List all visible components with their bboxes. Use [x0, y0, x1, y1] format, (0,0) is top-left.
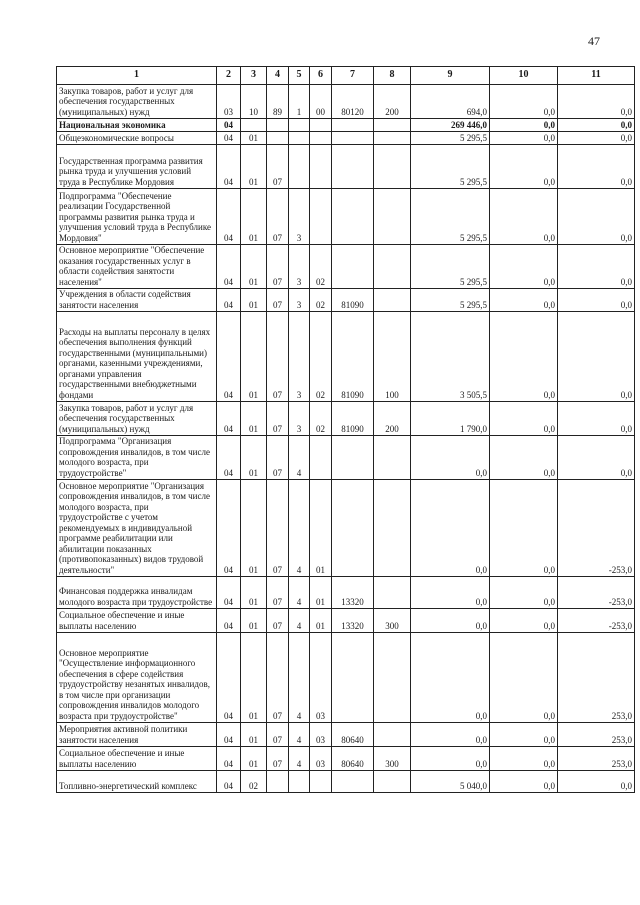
cell-change-2: -253,0 — [558, 577, 635, 609]
cell-name: Общеэкономические вопросы — [57, 132, 217, 145]
cell-name: Мероприятия активной политики занятости населения — [57, 723, 217, 747]
cell-amount: 5 295,5 — [411, 245, 490, 289]
cell-direction: 81090 — [332, 289, 374, 312]
cell-amount: 694,0 — [411, 85, 490, 119]
cell-change-2: 0,0 — [558, 245, 635, 289]
cell-expense-type — [374, 633, 411, 723]
header-cell: 10 — [490, 67, 558, 85]
cell-program: 07 — [267, 402, 289, 436]
header-cell: 6 — [310, 67, 332, 85]
cell-direction — [332, 436, 374, 480]
cell-expense-type — [374, 480, 411, 577]
cell-name: Основное мероприятие "Обеспечение оказания государственных услуг в области содействия занятости населения" — [57, 245, 217, 289]
cell-expense-type — [374, 771, 411, 793]
cell-change-2: -253,0 — [558, 609, 635, 633]
cell-direction — [332, 633, 374, 723]
cell-section: 03 — [217, 85, 241, 119]
cell-amount: 0,0 — [411, 633, 490, 723]
cell-measure: 03 — [310, 747, 332, 771]
cell-amount: 5 040,0 — [411, 771, 490, 793]
cell-change-2: 0,0 — [558, 771, 635, 793]
cell-direction — [332, 771, 374, 793]
table-row — [57, 119, 635, 132]
cell-name: Основное мероприятие "Осуществление информационного обеспечения в сфере содействия трудоустройству незанятых инвалидов, в том числе при организации сопровождения инвалидов молодого возраста при трудоустройстве" — [57, 633, 217, 723]
cell-change-2: 253,0 — [558, 633, 635, 723]
cell-subprogram: 3 — [289, 402, 310, 436]
cell-subsection: 01 — [241, 577, 267, 609]
header-cell: 7 — [332, 67, 374, 85]
cell-subsection: 01 — [241, 245, 267, 289]
cell-program: 07 — [267, 723, 289, 747]
cell-program: 07 — [267, 245, 289, 289]
cell-expense-type: 300 — [374, 747, 411, 771]
cell-section: 04 — [217, 633, 241, 723]
cell-section: 04 — [217, 145, 241, 189]
cell-expense-type: 200 — [374, 85, 411, 119]
cell-measure — [310, 436, 332, 480]
cell-section: 04 — [217, 480, 241, 577]
cell-change-1: 0,0 — [490, 723, 558, 747]
cell-measure: 01 — [310, 577, 332, 609]
header-cell: 8 — [374, 67, 411, 85]
cell-subsection: 01 — [241, 436, 267, 480]
cell-measure: 02 — [310, 312, 332, 402]
table-row — [57, 189, 635, 245]
cell-section: 04 — [217, 119, 241, 132]
cell-name: Финансовая поддержка инвалидам молодого возраста при трудоустройстве — [57, 577, 217, 609]
cell-change-1: 0,0 — [490, 189, 558, 245]
cell-subprogram — [289, 771, 310, 793]
cell-direction — [332, 189, 374, 245]
cell-direction — [332, 480, 374, 577]
cell-amount: 0,0 — [411, 723, 490, 747]
cell-subprogram: 1 — [289, 85, 310, 119]
table-row — [57, 132, 635, 145]
cell-change-2: 253,0 — [558, 747, 635, 771]
cell-measure: 01 — [310, 480, 332, 577]
cell-amount: 3 505,5 — [411, 312, 490, 402]
cell-change-1: 0,0 — [490, 747, 558, 771]
cell-program — [267, 119, 289, 132]
cell-subprogram: 3 — [289, 289, 310, 312]
table-row — [57, 289, 635, 312]
cell-name: Основное мероприятие "Организация сопровождения инвалидов, в том числе молодого возраста, при трудоустройстве с учетом рекомендуемых в индивидуальной программе реабилитации или абилитации показанных (противопоказанных) видов трудовой деятельности" — [57, 480, 217, 577]
cell-subsection: 01 — [241, 189, 267, 245]
cell-amount: 5 295,5 — [411, 145, 490, 189]
header-cell: 9 — [411, 67, 490, 85]
cell-program: 07 — [267, 609, 289, 633]
table-row — [57, 577, 635, 609]
cell-subprogram: 4 — [289, 480, 310, 577]
cell-direction — [332, 132, 374, 145]
cell-section: 04 — [217, 771, 241, 793]
table-row — [57, 480, 635, 577]
cell-program: 07 — [267, 189, 289, 245]
table-row — [57, 436, 635, 480]
cell-subsection: 01 — [241, 480, 267, 577]
cell-change-1: 0,0 — [490, 85, 558, 119]
cell-expense-type — [374, 132, 411, 145]
cell-subsection: 01 — [241, 609, 267, 633]
cell-expense-type — [374, 119, 411, 132]
cell-subprogram: 4 — [289, 633, 310, 723]
cell-change-1: 0,0 — [490, 312, 558, 402]
cell-change-2: 0,0 — [558, 189, 635, 245]
table-row — [57, 245, 635, 289]
cell-subsection: 01 — [241, 747, 267, 771]
cell-change-1: 0,0 — [490, 145, 558, 189]
cell-name: Топливно-энергетический комплекс — [57, 771, 217, 793]
cell-expense-type — [374, 723, 411, 747]
cell-change-1: 0,0 — [490, 577, 558, 609]
cell-expense-type — [374, 577, 411, 609]
cell-expense-type: 200 — [374, 402, 411, 436]
cell-amount: 0,0 — [411, 747, 490, 771]
cell-direction: 81090 — [332, 312, 374, 402]
cell-direction: 13320 — [332, 609, 374, 633]
cell-subprogram: 4 — [289, 577, 310, 609]
cell-amount: 269 446,0 — [411, 119, 490, 132]
cell-subprogram: 4 — [289, 609, 310, 633]
cell-measure: 02 — [310, 402, 332, 436]
cell-name: Социальное обеспечение и иные выплаты населению — [57, 747, 217, 771]
cell-subsection: 01 — [241, 723, 267, 747]
cell-expense-type: 100 — [374, 312, 411, 402]
cell-amount: 0,0 — [411, 577, 490, 609]
cell-amount: 5 295,5 — [411, 132, 490, 145]
cell-change-1: 0,0 — [490, 402, 558, 436]
cell-amount: 1 790,0 — [411, 402, 490, 436]
header-cell: 11 — [558, 67, 635, 85]
cell-amount: 0,0 — [411, 609, 490, 633]
cell-program: 07 — [267, 480, 289, 577]
cell-change-1: 0,0 — [490, 119, 558, 132]
cell-expense-type — [374, 436, 411, 480]
cell-name: Национальная экономика — [57, 119, 217, 132]
cell-program — [267, 771, 289, 793]
cell-measure — [310, 189, 332, 245]
header-cell: 1 — [57, 67, 217, 85]
cell-direction — [332, 119, 374, 132]
cell-section: 04 — [217, 289, 241, 312]
cell-direction: 80640 — [332, 747, 374, 771]
table-row — [57, 633, 635, 723]
cell-program: 07 — [267, 312, 289, 402]
cell-subprogram: 3 — [289, 312, 310, 402]
cell-name: Закупка товаров, работ и услуг для обеспечения государственных (муниципальных) нужд — [57, 85, 217, 119]
table-row — [57, 723, 635, 747]
cell-name: Учреждения в области содействия занятости населения — [57, 289, 217, 312]
cell-subsection: 01 — [241, 145, 267, 189]
cell-amount: 5 295,5 — [411, 289, 490, 312]
cell-measure: 02 — [310, 245, 332, 289]
cell-subsection: 01 — [241, 633, 267, 723]
cell-subsection: 01 — [241, 312, 267, 402]
table-row — [57, 747, 635, 771]
cell-change-2: 0,0 — [558, 119, 635, 132]
cell-subsection: 02 — [241, 771, 267, 793]
cell-subprogram — [289, 145, 310, 189]
cell-measure — [310, 771, 332, 793]
cell-program: 07 — [267, 747, 289, 771]
cell-section: 04 — [217, 402, 241, 436]
cell-measure — [310, 119, 332, 132]
cell-change-1: 0,0 — [490, 132, 558, 145]
header-row — [57, 67, 635, 85]
cell-subprogram: 3 — [289, 245, 310, 289]
cell-subprogram: 3 — [289, 189, 310, 245]
cell-name: Социальное обеспечение и иные выплаты населению — [57, 609, 217, 633]
cell-change-2: -253,0 — [558, 480, 635, 577]
cell-change-1: 0,0 — [490, 609, 558, 633]
cell-expense-type — [374, 245, 411, 289]
cell-section: 04 — [217, 723, 241, 747]
cell-subprogram: 4 — [289, 747, 310, 771]
cell-change-1: 0,0 — [490, 436, 558, 480]
cell-measure — [310, 132, 332, 145]
cell-direction: 80640 — [332, 723, 374, 747]
cell-subprogram — [289, 119, 310, 132]
cell-subsection: 01 — [241, 289, 267, 312]
cell-section: 04 — [217, 577, 241, 609]
table-row — [57, 609, 635, 633]
cell-program: 07 — [267, 289, 289, 312]
cell-section: 04 — [217, 609, 241, 633]
cell-measure: 03 — [310, 633, 332, 723]
cell-subprogram: 4 — [289, 723, 310, 747]
header-cell: 3 — [241, 67, 267, 85]
cell-program: 07 — [267, 577, 289, 609]
cell-program: 07 — [267, 436, 289, 480]
cell-direction: 81090 — [332, 402, 374, 436]
cell-change-2: 0,0 — [558, 145, 635, 189]
cell-subsection: 10 — [241, 85, 267, 119]
cell-measure: 03 — [310, 723, 332, 747]
cell-direction: 80120 — [332, 85, 374, 119]
cell-change-2: 0,0 — [558, 402, 635, 436]
cell-measure — [310, 145, 332, 189]
cell-change-1: 0,0 — [490, 480, 558, 577]
table-row — [57, 402, 635, 436]
budget-table — [56, 66, 635, 793]
cell-change-2: 253,0 — [558, 723, 635, 747]
cell-section: 04 — [217, 436, 241, 480]
cell-subsection: 01 — [241, 402, 267, 436]
cell-change-1: 0,0 — [490, 289, 558, 312]
table-row — [57, 85, 635, 119]
header-cell: 4 — [267, 67, 289, 85]
header-cell: 5 — [289, 67, 310, 85]
cell-name: Государственная программа развития рынка труда и улучшения условий труда в Республике Мордовия — [57, 145, 217, 189]
cell-program: 07 — [267, 145, 289, 189]
cell-expense-type — [374, 145, 411, 189]
cell-program — [267, 132, 289, 145]
table-row — [57, 312, 635, 402]
cell-direction — [332, 245, 374, 289]
cell-measure: 00 — [310, 85, 332, 119]
cell-measure: 02 — [310, 289, 332, 312]
cell-subprogram — [289, 132, 310, 145]
cell-change-1: 0,0 — [490, 633, 558, 723]
cell-name: Подпрограмма "Организация сопровождения инвалидов, в том числе молодого возраста, при трудоустройстве" — [57, 436, 217, 480]
cell-direction: 13320 — [332, 577, 374, 609]
cell-change-2: 0,0 — [558, 85, 635, 119]
cell-section: 04 — [217, 747, 241, 771]
cell-name: Закупка товаров, работ и услуг для обеспечения государственных (муниципальных) нужд — [57, 402, 217, 436]
cell-change-1: 0,0 — [490, 771, 558, 793]
cell-subsection: 01 — [241, 132, 267, 145]
cell-subsection — [241, 119, 267, 132]
cell-section: 04 — [217, 312, 241, 402]
cell-name: Расходы на выплаты персоналу в целях обеспечения выполнения функций государственными (муниципальными) органами, казенными учреждениями, органами управления государственными внебюджетными фондами — [57, 312, 217, 402]
cell-measure: 01 — [310, 609, 332, 633]
cell-program: 07 — [267, 633, 289, 723]
table-row — [57, 771, 635, 793]
cell-amount: 0,0 — [411, 436, 490, 480]
cell-section: 04 — [217, 245, 241, 289]
cell-change-2: 0,0 — [558, 132, 635, 145]
cell-change-1: 0,0 — [490, 245, 558, 289]
cell-expense-type — [374, 289, 411, 312]
table-row — [57, 145, 635, 189]
header-cell: 2 — [217, 67, 241, 85]
page-number: 47 — [588, 34, 600, 48]
cell-section: 04 — [217, 132, 241, 145]
cell-section: 04 — [217, 189, 241, 245]
cell-change-2: 0,0 — [558, 312, 635, 402]
cell-amount: 0,0 — [411, 480, 490, 577]
cell-change-2: 0,0 — [558, 289, 635, 312]
cell-expense-type: 300 — [374, 609, 411, 633]
cell-program: 89 — [267, 85, 289, 119]
cell-amount: 5 295,5 — [411, 189, 490, 245]
cell-subprogram: 4 — [289, 436, 310, 480]
cell-change-2: 0,0 — [558, 436, 635, 480]
cell-name: Подпрограмма "Обеспечение реализации Государственной программы развития рынка труда и улучшения условий труда в Республике Мордовия" — [57, 189, 217, 245]
cell-expense-type — [374, 189, 411, 245]
cell-direction — [332, 145, 374, 189]
